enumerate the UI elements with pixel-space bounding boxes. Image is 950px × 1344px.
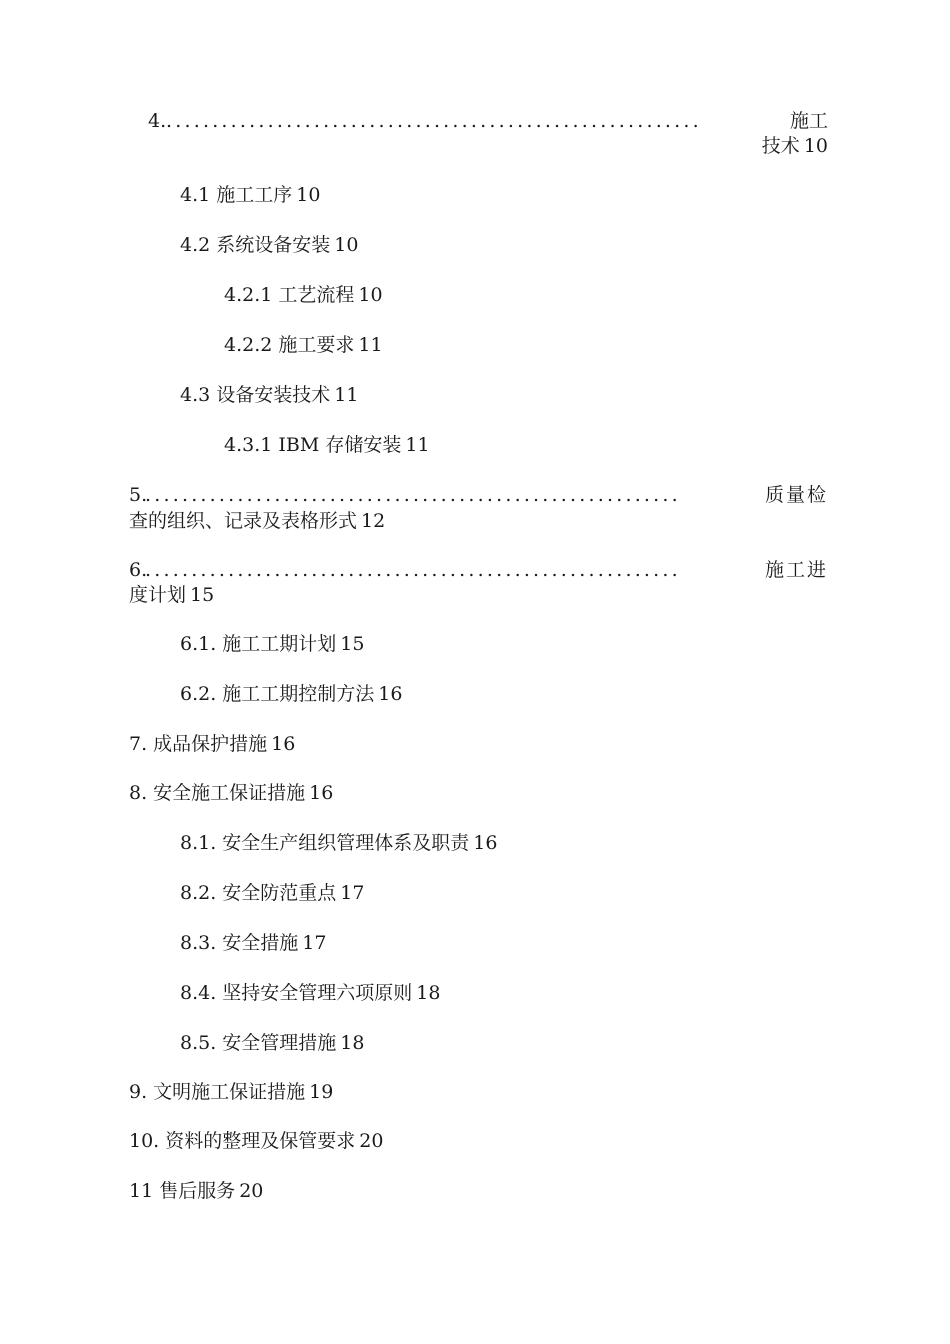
toc-entry-label: 4.1 施工工序	[180, 184, 293, 206]
toc-page-number: 17	[302, 932, 327, 954]
toc-entry-8-4[interactable]	[180, 981, 440, 1005]
toc-entry-label: 7. 成品保护措施	[129, 733, 268, 755]
dot-leader: ..........................................................	[145, 559, 681, 581]
toc-page-number: 18	[416, 982, 441, 1004]
toc-page-number: 15	[340, 633, 365, 655]
toc-page-number: 10	[358, 284, 383, 306]
toc-entry-number: 6.	[129, 559, 148, 581]
toc-entry-title-continued: 度计划 15	[129, 584, 215, 606]
toc-entry-label: 8.4. 坚持安全管理六项原则	[180, 982, 413, 1004]
toc-entry-title: 施工进	[764, 559, 828, 581]
toc-entry-title: 施工	[789, 110, 828, 132]
dot-leader: ..........................................................	[145, 484, 681, 506]
toc-entry-title: 质量检	[764, 484, 828, 506]
toc-page-number: 15	[190, 584, 215, 606]
toc-entry-label: 4.2 系统设备安装	[180, 234, 331, 256]
toc-entry-4-1[interactable]	[180, 183, 320, 207]
toc-entry-label: 11 售后服务	[129, 1180, 236, 1202]
toc-entry-label: 8.3. 安全措施	[180, 932, 299, 954]
toc-page-number: 11	[358, 334, 383, 356]
toc-page-number: 18	[340, 1032, 365, 1054]
toc-entry-8-2[interactable]	[180, 881, 364, 905]
toc-entry-8-5[interactable]	[180, 1031, 364, 1055]
toc-entry-4-3[interactable]	[180, 383, 358, 407]
toc-entry-6-2[interactable]	[180, 682, 402, 706]
toc-page-number: 19	[309, 1081, 334, 1103]
toc-entry-4-3-1[interactable]	[224, 433, 430, 457]
toc-page-number: 10	[803, 135, 828, 157]
toc-entry-number: 4.	[148, 110, 167, 132]
toc-page-number: 11	[405, 434, 430, 456]
toc-entry-9[interactable]	[129, 1080, 333, 1104]
toc-entry-8-1[interactable]	[180, 831, 497, 855]
toc-entry-label: 6.1. 施工工期计划	[180, 633, 337, 655]
toc-entry-label: 4.2.1 工艺流程	[224, 284, 355, 306]
dot-leader: ..........................................................	[166, 110, 702, 132]
toc-page-number: 20	[239, 1180, 264, 1202]
toc-page-number: 16	[271, 733, 296, 755]
toc-entry-label: 4.3.1 IBM 存储安装	[224, 434, 402, 456]
toc-entry-title-continued: 技术 10	[761, 135, 828, 157]
toc-entry-label: 6.2. 施工工期控制方法	[180, 683, 375, 705]
toc-entry-4-2[interactable]	[180, 233, 358, 257]
toc-entry-8-3[interactable]	[180, 931, 326, 955]
toc-page-number: 16	[378, 683, 403, 705]
toc-page-number: 17	[340, 882, 365, 904]
toc-entry-label: 10. 资料的整理及保管要求	[129, 1130, 356, 1152]
toc-entry-label: 8.5. 安全管理措施	[180, 1032, 337, 1054]
toc-entry-4-2-2[interactable]	[224, 333, 383, 357]
toc-entry-10[interactable]	[129, 1129, 383, 1153]
toc-entry-6-1[interactable]	[180, 632, 364, 656]
toc-page-number: 16	[473, 832, 498, 854]
toc-entry-label: 4.3 设备安装技术	[180, 384, 331, 406]
toc-page-number: 10	[334, 234, 359, 256]
toc-entry-11[interactable]	[129, 1179, 263, 1203]
toc-page-number: 10	[296, 184, 321, 206]
toc-entry-number: 5.	[129, 484, 148, 506]
toc-entry-label: 8.1. 安全生产组织管理体系及职责	[180, 832, 470, 854]
toc-page-number: 11	[334, 384, 359, 406]
toc-entry-label: 8.2. 安全防范重点	[180, 882, 337, 904]
toc-entry-label: 8. 安全施工保证措施	[129, 782, 306, 804]
toc-page-number: 20	[359, 1130, 384, 1152]
toc-entry-8[interactable]	[129, 781, 333, 805]
toc-page-number: 12	[361, 510, 386, 532]
toc-entry-label: 9. 文明施工保证措施	[129, 1081, 306, 1103]
toc-entry-4-2-1[interactable]	[224, 283, 383, 307]
toc-entry-title-continued: 查的组织、记录及表格形式 12	[129, 510, 386, 532]
toc-page-number: 16	[309, 782, 334, 804]
toc-entry-7[interactable]	[129, 732, 295, 756]
toc-entry-label: 4.2.2 施工要求	[224, 334, 355, 356]
